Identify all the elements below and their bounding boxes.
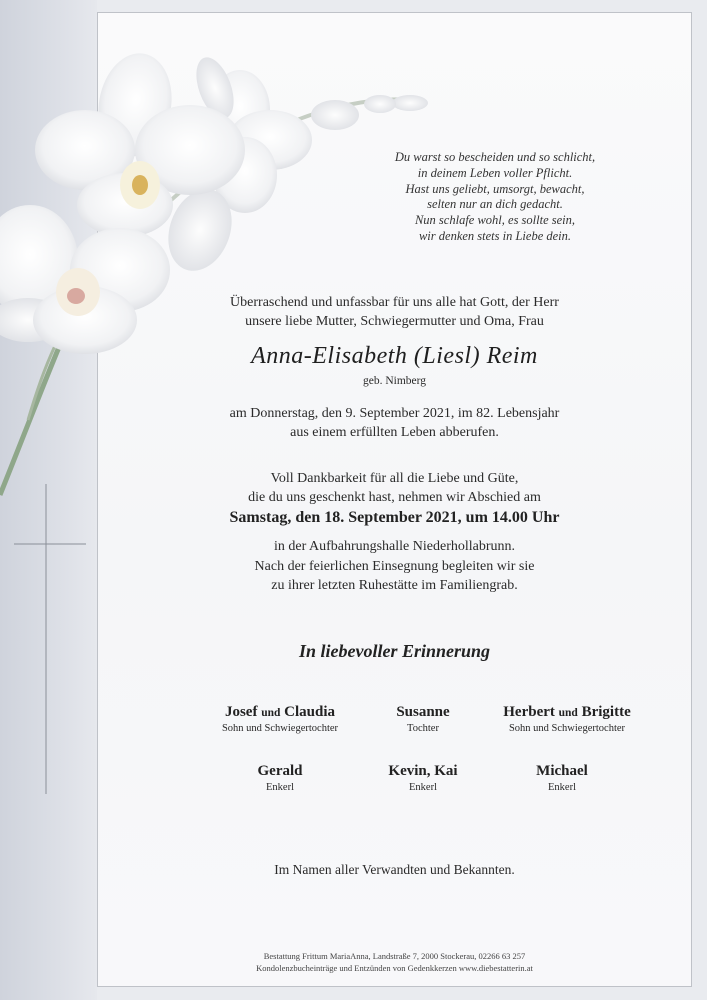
mourner-relation: Enkerl — [409, 782, 437, 793]
place-line: Nach der feierlichen Einsegnung begleiten wir sie — [254, 558, 535, 574]
death-line: aus einem erfüllten Leben abberufen. — [290, 425, 499, 440]
poem-line: selten nur an dich gedacht. — [427, 197, 563, 212]
mourner-relation: Sohn und Schwiegertochter — [221, 723, 339, 734]
death-details — [97, 404, 692, 442]
mourner — [462, 763, 662, 793]
mourner — [467, 704, 667, 734]
mourner-name-second: Brigitte — [581, 704, 631, 720]
mourner-name-second: Claudia — [284, 704, 336, 720]
mourner-relation: Sohn und Schwiegertochter — [508, 723, 626, 734]
mourner-name-first: Josef — [224, 704, 258, 720]
mourner-name: Michael — [536, 763, 588, 779]
closing-line: Im Namen aller Verwandten und Bekannten. — [274, 862, 515, 877]
mourner-relation: Enkerl — [266, 782, 294, 793]
mourner-name — [467, 704, 667, 721]
funeral-home-footer — [97, 950, 692, 974]
footer-address: Bestattung Frittum MariaAnna, Landstraße 7, 2000 Stockerau, 02266 63 257 — [263, 951, 526, 961]
thanks-line: Voll Dankbarkeit für all die Liebe und Güte, — [270, 471, 519, 486]
thanks-text — [97, 469, 692, 507]
announcement-intro — [97, 293, 692, 331]
poem-line: in deinem Leben voller Pflicht. — [417, 165, 573, 180]
intro-line: unsere liebe Mutter, Schwiegermutter und Oma, Frau — [245, 314, 544, 329]
place-line: in der Aufbahrungshalle Niederhollabrunn. — [273, 539, 516, 554]
death-line: am Donnerstag, den 9. September 2021, im 82. Lebensjahr — [229, 406, 560, 421]
mourner-name: Susanne — [396, 704, 450, 720]
service-place — [97, 537, 692, 596]
intro-line: Überraschend und unfassbar für uns alle hat Gott, der Herr — [230, 295, 559, 310]
mourner-joiner: und — [261, 707, 281, 719]
footer-website: Kondolenzbucheinträge und Entzünden von Gedenkkerzen www.diebestatterin.at — [256, 963, 533, 973]
poem-line: Nun schlafe wohl, es sollte sein, — [414, 213, 576, 228]
mourner-name: Gerald — [257, 763, 303, 779]
service-date: Samstag, den 18. September 2021, um 14.00 Uhr — [229, 509, 560, 526]
poem-line: wir denken stets in Liebe dein. — [418, 228, 572, 243]
poem — [360, 150, 630, 245]
mourner-name-first: Herbert — [503, 704, 555, 720]
memory-heading: In liebevoller Erinnerung — [298, 641, 491, 661]
poem-line: Hast uns geliebt, umsorgt, bewacht, — [405, 181, 585, 196]
thanks-line: die du uns geschenkt hast, nehmen wir Abschied am — [248, 490, 541, 505]
birth-name: geb. Nimberg — [362, 375, 427, 387]
mourner-name: Kevin, Kai — [388, 763, 458, 779]
place-line: zu ihrer letzten Ruhestätte im Familiengrab. — [271, 578, 518, 593]
mourner-relation: Enkerl — [548, 782, 576, 793]
deceased-name: Anna-Elisabeth (Liesl) Reim — [251, 343, 538, 369]
mourner-joiner: und — [558, 707, 578, 719]
poem-line: Du warst so bescheiden und so schlicht, — [394, 150, 596, 164]
mourner-relation: Tochter — [407, 723, 439, 734]
orchid-image — [0, 0, 440, 520]
cross-icon — [14, 484, 86, 794]
